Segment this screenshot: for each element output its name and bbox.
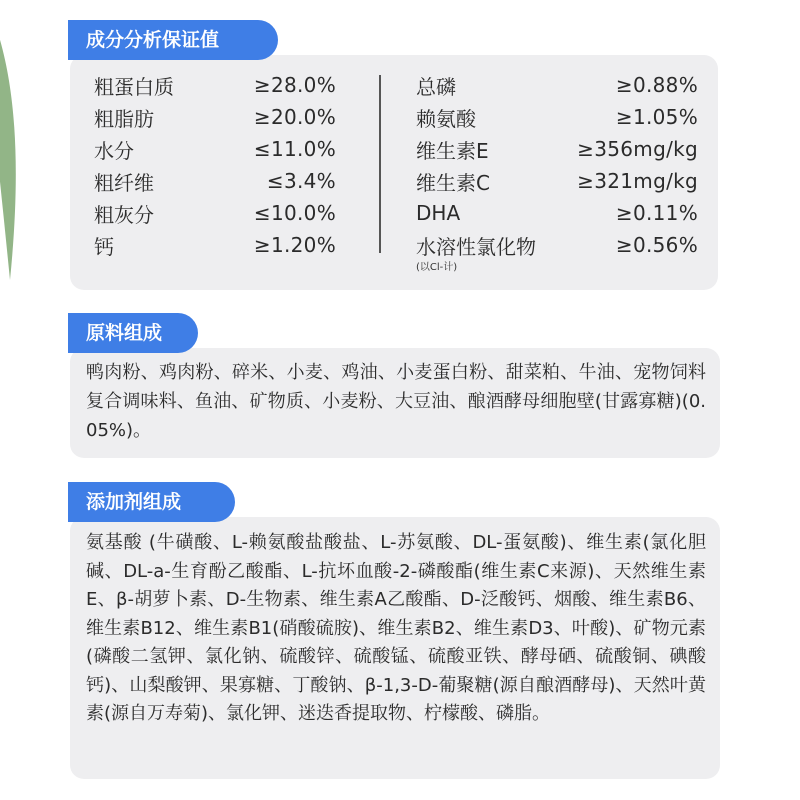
nutrient-value: ≥20.0% [253,105,336,129]
ingredients-text: 鸭肉粉、鸡肉粉、碎米、小麦、鸡油、小麦蛋白粉、甜菜粕、牛油、宠物饲料复合调味料、鱼油、矿物质、小麦粉、大豆油、酿酒酵母细胞壁(甘露寡糖)(0.05%)。 [86,362,706,441]
nutrient-value: ≥1.20% [253,233,336,257]
nutrient-name: 粗灰分 [94,202,154,227]
nutrient-name: 水分 [94,138,134,163]
nutrient-name: 水溶性氯化物 [416,234,536,259]
additives-panel [70,517,720,779]
ingredients-panel [70,348,720,458]
nutrient-name: 赖氨酸 [416,106,476,131]
analysis-row [94,197,336,229]
nutrient-value: ≥28.0% [253,73,336,97]
analysis-row [94,133,336,165]
section-title-analysis: 成分分析保证值 [68,20,278,60]
analysis-row [416,133,698,165]
column-divider [379,75,381,253]
analysis-row [94,101,336,133]
analysis-row [416,69,698,101]
nutrient-name: 维生素C [416,170,490,195]
analysis-row [416,229,698,261]
nutrient-value: ≤3.4% [266,169,336,193]
nutrient-name: 粗纤维 [94,170,154,195]
additives-text: 氨基酸 (牛磺酸、L-赖氨酸盐酸盐、L-苏氨酸、DL-蛋氨酸)、维生素(氯化胆碱、DL-a-生育酚乙酸酯、L-抗坏血酸-2-磷酸酯(维生素C来源)、天然维生素E、β-胡萝卜素、D-生物素、维生素A乙酸酯、D-泛酸钙、烟酸、维生素B6、维生素B12、维生素B1(硝酸硫胺)、维生素B2、维生素D3、叶酸)、矿物元素(磷酸二氢钾、氯化钠、硫酸锌、硫酸锰、硫酸亚铁、酵母硒、硫酸铜、碘酸钙)、山梨酸钾、果寡糖、丁酸钠、β-1,3-D-葡聚糖(源自酿酒酵母)、天然叶黄素(源自万寿菊)、氯化钾、迷迭香提取物、柠檬酸、磷脂。 [86,532,706,724]
nutrient-name: 粗脂肪 [94,106,154,131]
analysis-right-column [416,69,698,273]
analysis-row [416,197,698,229]
nutrient-value: ≥0.56% [615,233,698,257]
nutrient-value: ≥356mg/kg [577,137,698,161]
analysis-row [94,229,336,261]
nutrient-value: ≥0.88% [615,73,698,97]
nutrient-value: ≤11.0% [253,137,336,161]
nutrient-value: ≥1.05% [615,105,698,129]
analysis-row [416,165,698,197]
analysis-left-column [94,69,336,261]
nutrient-value: ≤10.0% [253,201,336,225]
analysis-panel [70,55,718,290]
chloride-note: (以Cl-计) [416,262,458,273]
nutrient-name: 总磷 [416,74,456,99]
nutrient-name: 粗蛋白质 [94,74,174,99]
section-title-ingredients: 原料组成 [68,313,198,353]
nutrient-name: 钙 [94,234,114,259]
analysis-row [94,69,336,101]
nutrient-name: 维生素E [416,138,489,163]
analysis-row [94,165,336,197]
section-title-additives: 添加剂组成 [68,482,235,522]
analysis-row [416,101,698,133]
nutrient-value: ≥0.11% [615,201,698,225]
nutrient-value: ≥321mg/kg [577,169,698,193]
leaf-decoration [0,0,40,280]
nutrient-name: DHA [416,201,461,225]
